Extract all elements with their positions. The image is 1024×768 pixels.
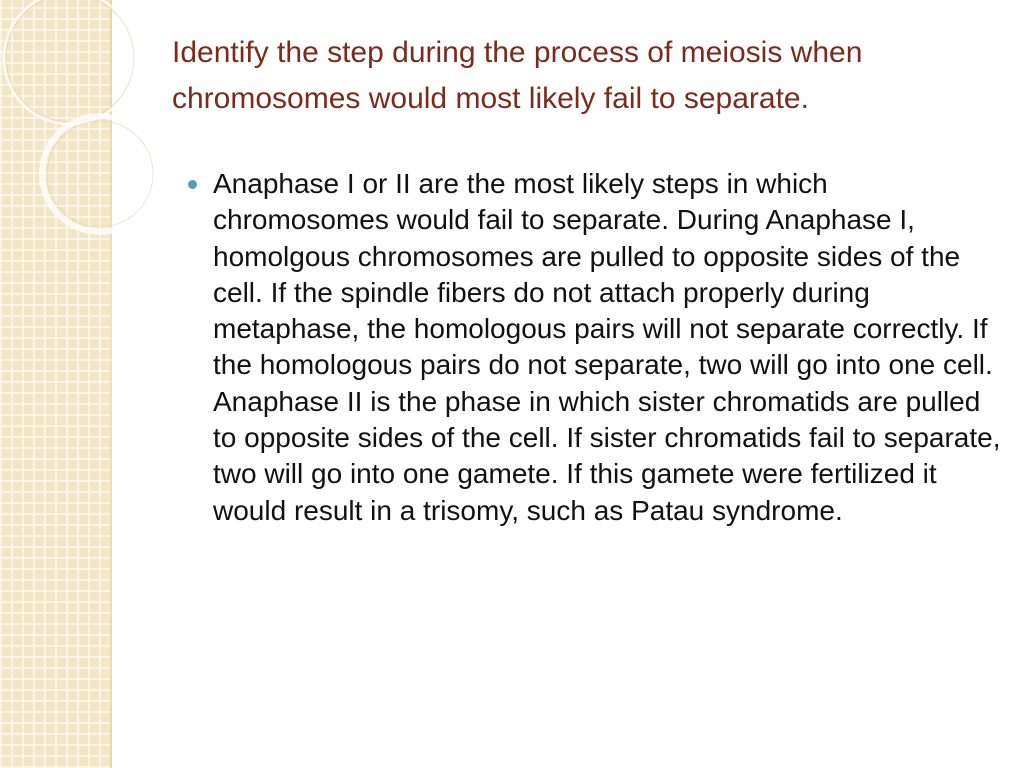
decorative-circle-large-inner xyxy=(6,0,134,122)
decorative-circle-small-inner xyxy=(47,121,153,227)
slide-body xyxy=(185,166,1005,529)
decorative-circles xyxy=(0,0,180,300)
decorative-circle-small xyxy=(42,116,158,232)
bullet-dot-icon xyxy=(188,180,197,189)
bullet-list xyxy=(185,166,1005,529)
bullet-item xyxy=(185,166,1005,529)
slide-title: Identify the step during the process of meiosis when chromosomes would most likely fail to separate. xyxy=(172,36,863,115)
decorative-circle-large xyxy=(4,0,136,124)
bullet-text: Anaphase I or II are the most likely steps in which chromosomes would fail to separate. During Anaphase I, homolgous chromosomes are pulled to opposite sides of the cell. If the spindle fibers do not attach properly during metaphase, the homologous pairs will not separate correctly. If the homologous pairs do not separate, two will go into one cell. Anaphase II is the phase in which sister chromatids are pulled to opposite sides of the cell. If sister chromatids fail to separate, two will go into one gamete. If this gamete were fertilized it would result in a trisomy, such as Patau syndrome. xyxy=(213,168,1001,526)
